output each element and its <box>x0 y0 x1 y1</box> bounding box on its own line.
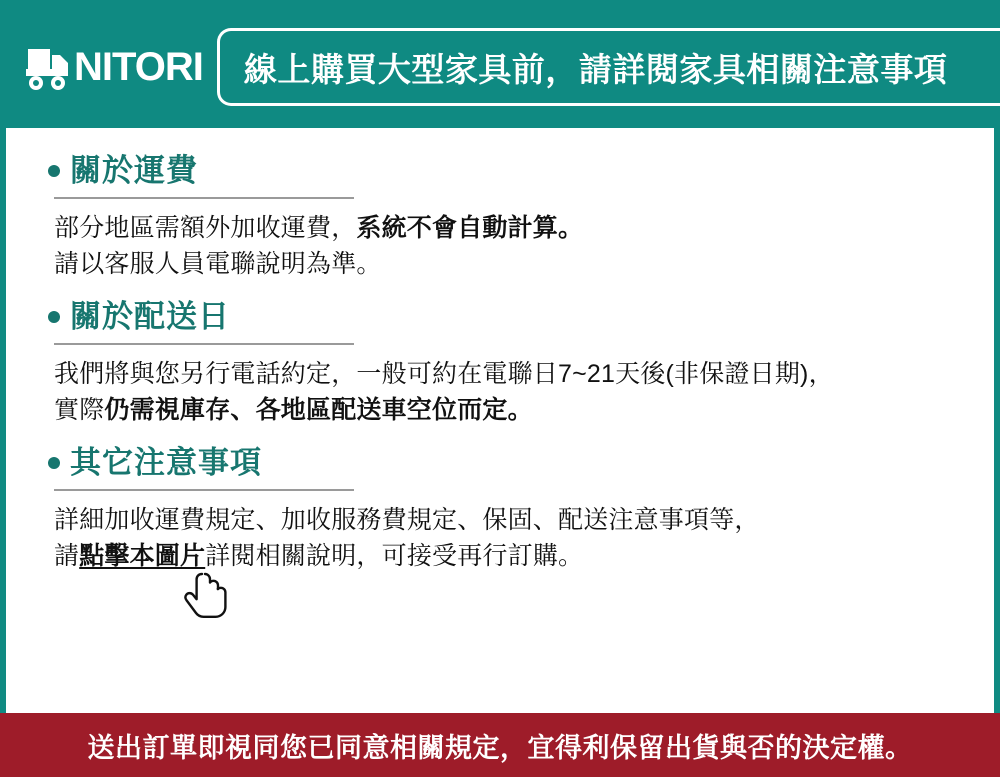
delivery-truck-icon <box>24 41 70 93</box>
section-header <box>40 154 960 188</box>
text-line: 實際仍需視庫存、各地區配送車空位而定。 <box>54 395 533 424</box>
bullet-dot-icon <box>48 165 60 177</box>
banner-footer <box>0 713 1000 777</box>
divider <box>54 343 354 345</box>
section-title: 關於配送日 <box>70 299 230 335</box>
section-title: 其它注意事項 <box>70 445 262 481</box>
section-delivery-date <box>40 300 960 428</box>
section-other-notes <box>40 446 960 631</box>
text-line: 請以客服人員電聯說明為準。 <box>54 249 382 278</box>
text-line: 部分地區需額外加收運費，系統不會自動計算。 <box>54 214 584 243</box>
hand-pointer-icon <box>184 570 960 631</box>
click-image-link[interactable]: 點擊本圖片 <box>79 541 206 570</box>
page-title: 線上購買大型家具前，請詳閱家具相關注意事項 <box>243 50 948 88</box>
header-title-frame <box>217 28 1000 106</box>
section-paragraph <box>40 211 960 282</box>
divider <box>54 489 354 491</box>
footer-notice-text: 送出訂單即視同您已同意相關規定，宜得利保留出貨與否的決定權。 <box>87 732 913 763</box>
text-line: 我們將與您另行電話約定，一般可約在電聯日7~21天後(非保證日期)， <box>54 360 834 389</box>
section-paragraph <box>40 357 960 428</box>
brand-logo <box>24 41 203 93</box>
section-header <box>40 446 960 480</box>
text-line: 詳細加收運費規定、加收服務費規定、保固、配送注意事項等， <box>54 506 760 535</box>
section-shipping-fee <box>40 154 960 282</box>
brand-name: NITORI <box>74 45 203 89</box>
banner-header <box>6 6 994 128</box>
section-paragraph <box>40 503 960 631</box>
banner-body <box>6 128 994 713</box>
bullet-dot-icon <box>48 457 60 469</box>
text-line: 請點擊本圖片詳閱相關說明，可接受再行訂購。 <box>54 541 584 570</box>
divider <box>54 197 354 199</box>
section-title: 關於運費 <box>70 153 198 188</box>
bullet-dot-icon <box>48 311 60 323</box>
section-header <box>40 300 960 334</box>
